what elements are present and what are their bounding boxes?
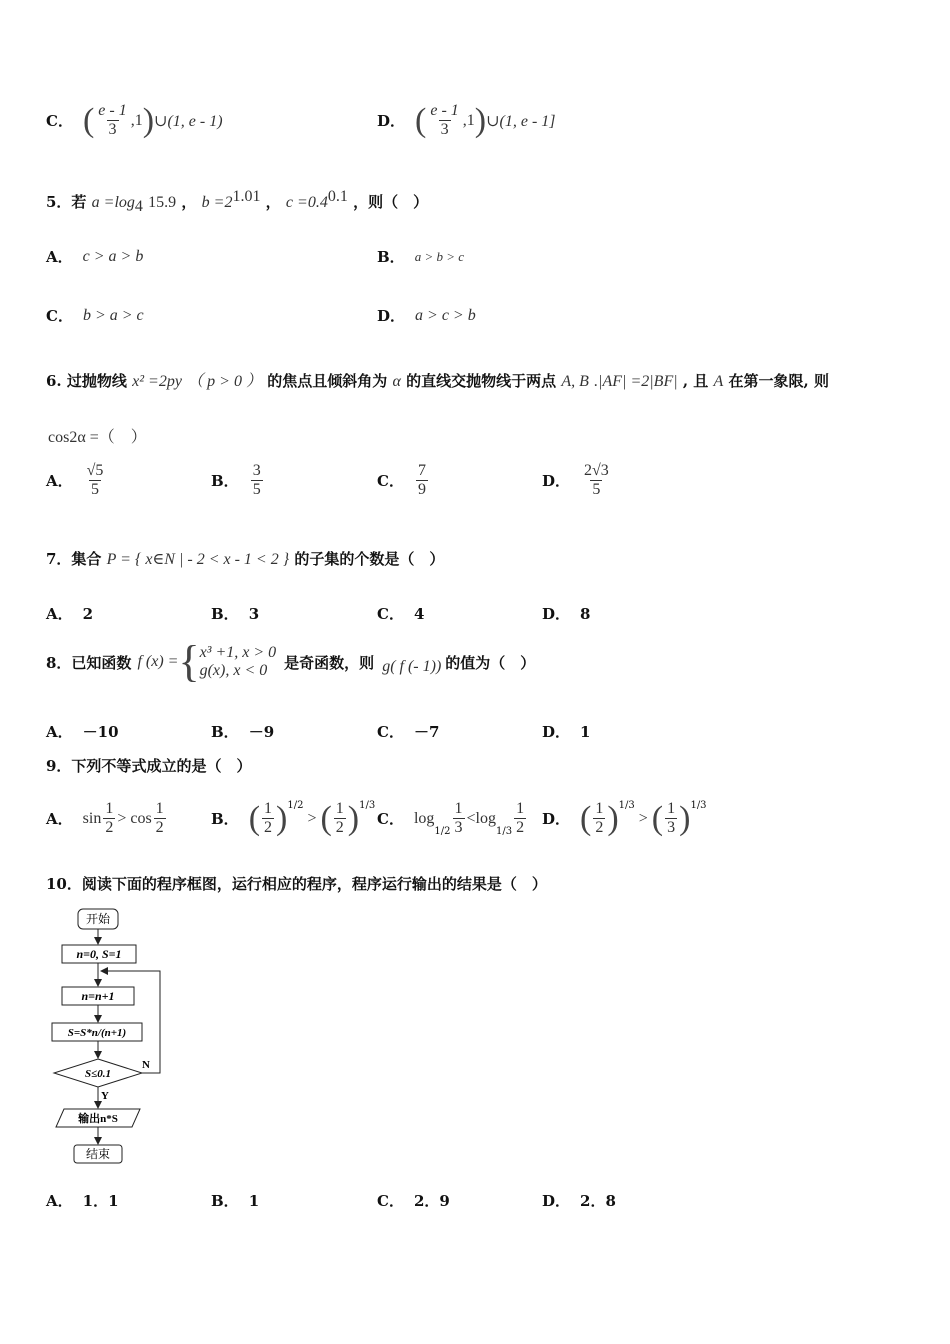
flow-output-text: 输出n*S <box>78 1113 118 1125</box>
flow-start-text: 开始 <box>85 912 111 926</box>
q7-option-c[interactable]: C． 4 <box>377 604 425 623</box>
flow-step2-text: S=S*n/(n+1) <box>67 1027 127 1039</box>
question-6-line2: cos2α =（ ） <box>48 429 147 446</box>
q5-option-a[interactable]: A． c > a > b <box>46 247 144 266</box>
flow-yes-label: Y <box>101 1090 109 1102</box>
q4-option-c[interactable]: C． ( $\frac{e - 1}{3}$ ,1 ) ∪(1, e - 1) <box>46 101 223 139</box>
q7-option-a[interactable]: A． 2 <box>46 604 94 623</box>
flow-init-text: n=0, S=1 <box>76 947 122 961</box>
question-6-stem: 6. 过抛物线 x² =2py （ p > 0 ） 的焦点且倾斜角为 α 的直线交抛物线于两点 A, B .|AF| =2|BF| , 且 A 在第一象限, 则 <box>46 372 829 390</box>
flow-no-label: N <box>142 1059 150 1071</box>
q6-option-a[interactable]: A． $\frac{√5}{5}$ <box>46 462 104 498</box>
question-7-stem: 7．集合 P = { x∈N | - 2 < x - 1 < 2 } 的子集的个数是（ ） <box>46 550 445 568</box>
q6-option-c[interactable]: C． $\frac{7}{9}$ <box>377 462 426 498</box>
question-5-stem: 5．若 $a =\log_4$ 15.9 ， $b =2^{1.01}$ ， $c =0.4^{0.1}$ ，则（ ） <box>46 188 429 215</box>
option-label: D． <box>377 112 406 130</box>
q8-option-c[interactable]: C． －7 <box>377 723 440 741</box>
q10-option-a[interactable]: A． 1．1 <box>46 1192 119 1210</box>
flow-step1-text: n=n+1 <box>81 989 115 1003</box>
question-8-stem: 8．已知函数 f (x) = { x³ +1, x > 0 g(x), x < 0 是奇函数，则 g( f (- 1)) 的值为（ ） <box>46 637 536 686</box>
flow-end-text: 结束 <box>85 1147 111 1161</box>
flowchart <box>46 905 176 1170</box>
q10-option-b[interactable]: B． 1 <box>211 1191 260 1210</box>
question-10-stem: 10．阅读下面的程序框图，运行相应的程序，程序运行输出的结果是（ ） <box>46 875 547 893</box>
q8-option-b[interactable]: B． －9 <box>211 723 275 741</box>
q5-option-b[interactable]: B． a > b > c <box>377 248 465 266</box>
q10-option-d[interactable]: D． 2．8 <box>542 1192 616 1210</box>
q8-option-a[interactable]: A． －10 <box>46 723 119 741</box>
flow-decision-text: S≤0.1 <box>85 1068 111 1080</box>
q9-option-d[interactable]: D． ( $\frac{1}{2}$ ) $^{1/3}$ > ( $\frac{1}{3}$ ) $^{1/3}$ <box>542 799 707 837</box>
q8-option-d[interactable]: D． 1 <box>542 722 591 741</box>
q4-option-d[interactable]: D． ( $\frac{e - 1}{3}$ ,1 ) ∪(1, e - 1] <box>377 101 556 139</box>
q5-option-d[interactable]: D． a > c > b <box>377 306 476 325</box>
piecewise-cases: x³ +1, x > 0 g(x), x < 0 <box>199 644 277 679</box>
q7-option-d[interactable]: D． 8 <box>542 604 591 623</box>
q6-option-d[interactable]: D． $\frac{2√3}{5}$ <box>542 462 609 498</box>
fraction: $\frac{e - 1}{3}$ <box>430 102 459 138</box>
q9-option-c[interactable]: C． log $_{1/2}$ $\frac{1}{3}$ < log $_{1/3}$ $\frac{1}{2}$ <box>377 800 525 837</box>
q5-option-c[interactable]: C． b > a > c <box>46 306 144 325</box>
q7-option-b[interactable]: B． 3 <box>211 604 260 623</box>
q10-option-c[interactable]: C． 2．9 <box>377 1192 450 1210</box>
fraction: $\frac{e - 1}{3}$ <box>98 102 127 138</box>
q9-option-b[interactable]: B． ( $\frac{1}{2}$ ) $^{1/2}$ > ( $\frac{1}{2}$ ) $^{1/3}$ <box>211 799 376 837</box>
question-9-stem: 9．下列不等式成立的是（ ） <box>46 757 252 775</box>
q9-option-a[interactable]: A． sin $\frac{1}{2}$ > cos $\frac{1}{2}$ <box>46 800 164 836</box>
option-label: C． <box>46 112 73 130</box>
q6-option-b[interactable]: B． $\frac{3}{5}$ <box>211 462 261 498</box>
